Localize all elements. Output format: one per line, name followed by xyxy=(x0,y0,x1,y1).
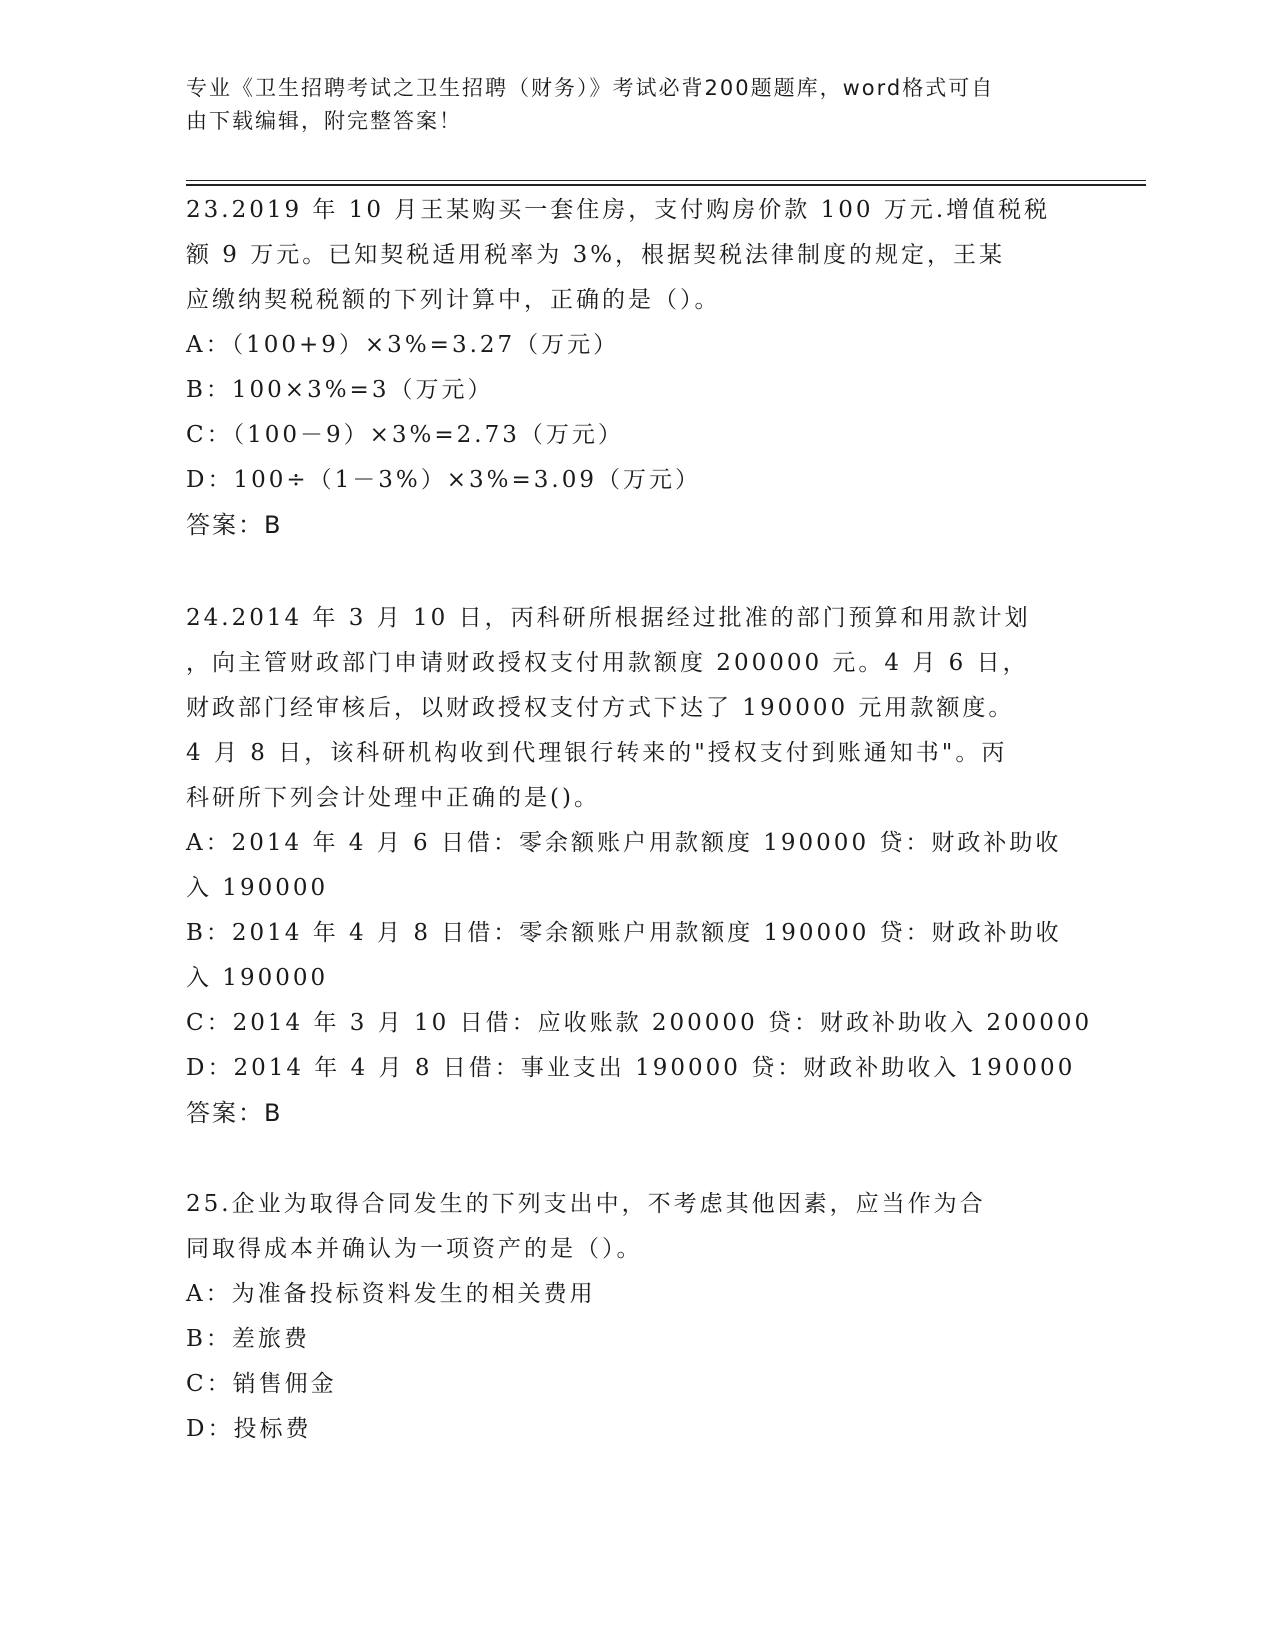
option-d: D：2014 年 4 月 8 日借：事业支出 190000 贷：财政补助收入 190000 xyxy=(186,1055,1076,1081)
question-23 xyxy=(186,188,1066,548)
question-stem-line: 24.2014 年 3 月 10 日，丙科研所根据经过批准的部门预算和用款计划 xyxy=(186,605,1031,631)
option-a-continued: 入 190000 xyxy=(186,875,329,901)
question-stem-line: 额 9 万元。已知契税适用税率为 3%，根据契税法律制度的规定，王某 xyxy=(186,242,1006,268)
header-divider-thick xyxy=(186,184,1146,186)
header-divider-thin xyxy=(186,180,1146,181)
header-line-2: 由下载编辑，附完整答案！ xyxy=(186,109,462,133)
option-a: A：2014 年 4 月 6 日借：零余额账户用款额度 190000 贷：财政补助收 xyxy=(186,830,1062,856)
question-stem-line: 23.2019 年 10 月王某购买一套住房，支付购房价款 100 万元.增值税税 xyxy=(186,197,1051,223)
question-stem-line: 应缴纳契税税额的下列计算中，正确的是（）。 xyxy=(186,287,721,313)
option-a: A：为准备投标资料发生的相关费用 xyxy=(186,1281,596,1307)
option-b: B：2014 年 4 月 8 日借：零余额账户用款额度 190000 贷：财政补助收 xyxy=(186,920,1062,946)
option-d: D：投标费 xyxy=(186,1416,312,1442)
header-line-1: 专业《卫生招聘考试之卫生招聘（财务）》考试必背200题题库，word格式可自 xyxy=(186,76,995,100)
question-stem-line: 4 月 8 日，该科研机构收到代理银行转来的"授权支付到账通知书"。丙 xyxy=(186,740,1008,766)
option-b: B：差旅费 xyxy=(186,1326,310,1352)
question-stem-line: ，向主管财政部门申请财政授权支付用款额度 200000 元。4 月 6 日， xyxy=(186,650,1029,676)
option-d: D：100÷（1－3%）×3%=3.09（万元） xyxy=(186,467,701,493)
question-24 xyxy=(186,596,1093,1136)
question-stem-line: 同取得成本并确认为一项资产的是（）。 xyxy=(186,1236,643,1262)
question-stem-line: 科研所下列会计处理中正确的是()。 xyxy=(186,785,600,811)
option-c: C：（100－9）×3%=2.73（万元） xyxy=(186,422,624,448)
option-b: B：100×3%=3（万元） xyxy=(186,377,494,403)
document-header xyxy=(186,72,1066,138)
question-25 xyxy=(186,1182,1066,1452)
answer-label: 答案：B xyxy=(186,1099,283,1127)
question-stem-line: 财政部门经审核后，以财政授权支付方式下达了 190000 元用款额度。 xyxy=(186,695,1015,721)
option-c: C：2014 年 3 月 10 日借：应收账款 200000 贷：财政补助收入 200000 xyxy=(186,1010,1093,1036)
option-a: A：（100+9）×3%=3.27（万元） xyxy=(186,332,620,358)
answer-label: 答案：B xyxy=(186,511,283,539)
option-c: C：销售佣金 xyxy=(186,1371,337,1397)
option-b-continued: 入 190000 xyxy=(186,965,329,991)
question-stem-line: 25.企业为取得合同发生的下列支出中，不考虑其他因素，应当作为合 xyxy=(186,1191,986,1217)
